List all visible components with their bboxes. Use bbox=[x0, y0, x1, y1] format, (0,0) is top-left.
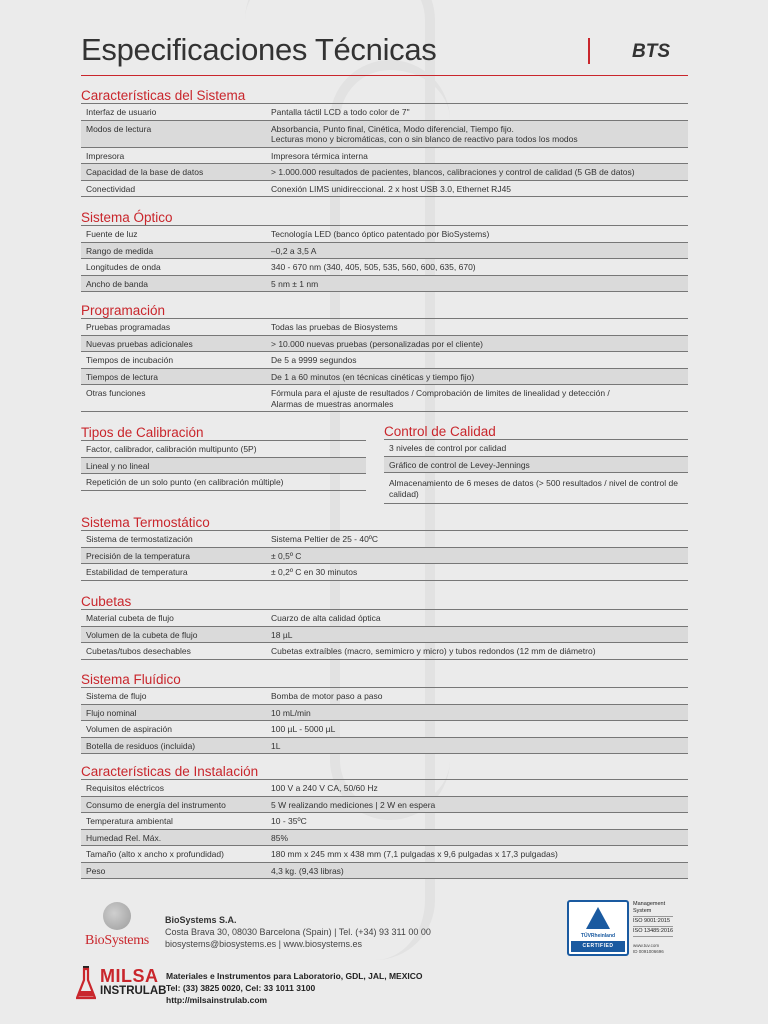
table-row bbox=[81, 352, 688, 369]
list-item: Repetición de un solo punto (en calibración múltiple) bbox=[81, 474, 366, 491]
row-value: 180 mm x 245 mm x 438 mm (7,1 pulgadas x 9,6 pulgadas x 17,3 pulgadas) bbox=[271, 849, 558, 859]
row-label: Precisión de la temperatura bbox=[86, 550, 190, 561]
row-value: 1L bbox=[271, 740, 281, 751]
table-row bbox=[81, 863, 688, 880]
row-value: Cuarzo de alta calidad óptica bbox=[271, 613, 381, 623]
distributor-line: Materiales e Instrumentos para Laboratorio, GDL, JAL, MEXICO bbox=[166, 971, 423, 981]
row-label: Fuente de luz bbox=[86, 229, 138, 239]
table-row bbox=[81, 148, 688, 165]
table-row bbox=[81, 813, 688, 830]
row-value: 100 V a 240 V CA, 50/60 Hz bbox=[271, 783, 378, 793]
row-label: Requisitos eléctricos bbox=[86, 783, 164, 793]
row-value: 10 mL/min bbox=[271, 707, 311, 718]
row-label: Humedad Rel. Máx. bbox=[86, 832, 162, 843]
row-value: De 1 a 60 minutos (en técnicas cinéticas y tiempo fijo) bbox=[271, 371, 475, 382]
row-label: Volumen de aspiración bbox=[86, 724, 173, 734]
cert-line: ISO 13485:2016 bbox=[633, 928, 673, 937]
row-label: Nuevas pruebas adicionales bbox=[86, 338, 193, 349]
row-value: Sistema Peltier de 25 - 40ºC bbox=[271, 534, 379, 544]
list-item: 3 niveles de control por calidad bbox=[384, 440, 688, 457]
page-header bbox=[81, 32, 688, 76]
distributor-url: http://milsainstrulab.com bbox=[166, 995, 268, 1005]
row-label: Pruebas programadas bbox=[86, 322, 171, 332]
row-value: 5 nm ± 1 nm bbox=[271, 278, 319, 289]
table-row bbox=[81, 226, 688, 243]
table-row bbox=[81, 276, 688, 293]
row-value bbox=[271, 388, 688, 409]
brand-divider bbox=[588, 38, 590, 64]
tuv-triangle-icon bbox=[586, 907, 610, 929]
row-value: Todas las pruebas de Biosystems bbox=[271, 322, 398, 332]
table-row bbox=[81, 610, 688, 627]
cert-name: TÜVRheinland bbox=[580, 933, 616, 939]
table-row bbox=[81, 336, 688, 353]
table-row bbox=[81, 846, 688, 863]
section-quality-control bbox=[384, 423, 688, 504]
row-value: Tecnología LED (banco óptico patentado por BioSystems) bbox=[271, 229, 490, 239]
row-value: –0,2 a 3,5 A bbox=[271, 245, 317, 256]
table-row bbox=[81, 830, 688, 847]
row-value bbox=[271, 124, 688, 145]
row-label: Conectividad bbox=[86, 183, 136, 194]
row-label: Otras funciones bbox=[86, 388, 146, 398]
table-row bbox=[81, 738, 688, 755]
row-value: Conexión LIMS unidireccional. 2 x host USB 3.0, Ethernet RJ45 bbox=[271, 183, 512, 194]
page-title: Especificaciones Técnicas bbox=[81, 32, 437, 67]
section-system bbox=[81, 87, 688, 197]
table-row bbox=[81, 319, 688, 336]
cert-id-info bbox=[633, 943, 664, 954]
row-value: > 10.000 nuevas pruebas (personalizadas por el cliente) bbox=[271, 338, 483, 349]
section-title: Cubetas bbox=[81, 593, 688, 610]
distributor-phone: Tel: (33) 3825 0020, Cel: 33 1011 3100 bbox=[166, 983, 316, 993]
flask-icon bbox=[76, 966, 96, 1000]
row-label: Tiempos de incubación bbox=[86, 355, 174, 365]
milsa-logo bbox=[76, 966, 167, 1002]
row-value: 4,3 kg. (9,43 libras) bbox=[271, 865, 344, 876]
section-cuvettes bbox=[81, 593, 688, 660]
row-label: Tamaño (alto x ancho x profundidad) bbox=[86, 849, 224, 859]
row-value: > 1.000.000 resultados de pacientes, blancos, calibraciones y control de calidad (5 GB de datos) bbox=[271, 167, 635, 177]
section-thermostatic bbox=[81, 514, 688, 581]
section-programming bbox=[81, 302, 688, 412]
list-item: Lineal y no lineal bbox=[81, 458, 366, 475]
row-value: 340 - 670 nm (340, 405, 505, 535, 560, 600, 635, 670) bbox=[271, 262, 476, 272]
biosystems-logo-text: BioSystems bbox=[85, 933, 149, 948]
table-row bbox=[81, 385, 688, 412]
row-value: De 5 a 9999 segundos bbox=[271, 355, 357, 365]
company-name: BioSystems S.A. bbox=[165, 915, 237, 925]
table-row bbox=[81, 780, 688, 797]
row-value: 85% bbox=[271, 832, 289, 843]
biosystems-symbol-icon bbox=[103, 902, 131, 930]
section-title: Sistema Óptico bbox=[81, 209, 688, 226]
section-calibration bbox=[81, 424, 366, 491]
section-optical bbox=[81, 209, 688, 292]
section-title: Tipos de Calibración bbox=[81, 424, 366, 441]
cert-id: ID 0091006696 bbox=[633, 948, 664, 954]
cert-badge-label: CERTIFIED bbox=[571, 941, 625, 952]
section-fluidic bbox=[81, 671, 688, 754]
row-label: Impresora bbox=[86, 150, 125, 161]
section-installation bbox=[81, 763, 688, 879]
milsa-logo-text: MILSA bbox=[100, 966, 159, 986]
row-label: Flujo nominal bbox=[86, 707, 137, 718]
row-value-line: Absorbancia, Punto final, Cinética, Modo diferencial, Tiempo fijo. bbox=[271, 123, 514, 134]
milsa-logo-subtext: INSTRULAB bbox=[100, 985, 167, 997]
table-row bbox=[81, 564, 688, 581]
row-label: Sistema de flujo bbox=[86, 691, 147, 701]
row-value: 5 W realizando mediciones | 2 W en espera bbox=[271, 799, 436, 810]
row-label: Interfaz de usuario bbox=[86, 107, 157, 117]
row-label: Volumen de la cubeta de flujo bbox=[86, 629, 198, 640]
row-label: Cubetas/tubos desechables bbox=[86, 646, 191, 656]
section-title: Control de Calidad bbox=[384, 423, 688, 440]
row-value: 100 µL - 5000 µL bbox=[271, 724, 336, 734]
table-row bbox=[81, 627, 688, 644]
row-label: Sistema de termostatización bbox=[86, 534, 193, 544]
cert-web: www.tuv.com bbox=[633, 943, 660, 948]
table-row bbox=[81, 243, 688, 260]
list-item: Factor, calibrador, calibración multipunto (5P) bbox=[81, 441, 366, 458]
table-row bbox=[81, 721, 688, 738]
company-contact bbox=[165, 914, 431, 950]
section-title: Sistema Termostático bbox=[81, 514, 688, 531]
row-value: ± 0,5º C bbox=[271, 550, 302, 561]
row-label: Tiempos de lectura bbox=[86, 371, 158, 382]
section-title: Características del Sistema bbox=[81, 87, 688, 104]
row-value: Impresora térmica interna bbox=[271, 150, 368, 161]
company-web: biosystems@biosystems.es | www.biosystems.es bbox=[165, 939, 363, 949]
row-label: Temperatura ambiental bbox=[86, 816, 173, 826]
brand-logo: BTS bbox=[632, 41, 670, 62]
cert-line: System bbox=[633, 908, 673, 917]
table-row bbox=[81, 643, 688, 660]
biosystems-logo bbox=[80, 902, 154, 949]
distributor-info bbox=[166, 970, 422, 1006]
table-row bbox=[81, 369, 688, 386]
row-value-line: Fórmula para el ajuste de resultados / Comprobación de limites de linealidad y detección / bbox=[271, 388, 610, 398]
cert-line: ISO 9001:2015 bbox=[633, 918, 673, 927]
table-row bbox=[81, 121, 688, 148]
section-title: Sistema Fluídico bbox=[81, 671, 688, 688]
table-row bbox=[81, 164, 688, 181]
table-row bbox=[81, 548, 688, 565]
table-row bbox=[81, 688, 688, 705]
table-row bbox=[81, 181, 688, 198]
row-label: Consumo de energía del instrumento bbox=[86, 799, 226, 810]
row-value-line: Lecturas mono y bicromáticas, con o sin blanco de reactivo para todos los modos bbox=[271, 134, 578, 144]
row-label: Botella de residuos (incluida) bbox=[86, 740, 196, 751]
row-label: Peso bbox=[86, 865, 106, 876]
table-row bbox=[81, 531, 688, 548]
row-label: Material cubeta de flujo bbox=[86, 613, 174, 623]
row-value: Bomba de motor paso a paso bbox=[271, 691, 383, 701]
row-value: 10 - 35ºC bbox=[271, 816, 307, 826]
row-value: Pantalla táctil LCD a todo color de 7" bbox=[271, 107, 410, 117]
row-label: Longitudes de onda bbox=[86, 262, 161, 272]
row-label: Capacidad de la base de datos bbox=[86, 167, 204, 177]
section-title: Programación bbox=[81, 302, 688, 319]
table-row bbox=[81, 705, 688, 722]
row-value: Cubetas extraíbles (macro, semimicro y micro) y tubos redondos (12 mm de diámetro) bbox=[271, 646, 596, 656]
row-value-line: Alarmas de muestras anormales bbox=[271, 398, 394, 409]
section-title: Características de Instalación bbox=[81, 763, 688, 780]
list-item: Almacenamiento de 6 meses de datos (> 500 resultados / nivel de control de calidad) bbox=[384, 473, 688, 504]
row-label: Rango de medida bbox=[86, 245, 154, 256]
row-label: Modos de lectura bbox=[86, 123, 152, 134]
list-item: Gráfico de control de Levey-Jennings bbox=[384, 457, 688, 474]
company-address: Costa Brava 30, 08030 Barcelona (Spain) | Tel. (+34) 93 311 00 00 bbox=[165, 927, 431, 937]
cert-line: Management bbox=[633, 901, 666, 907]
row-value: 18 µL bbox=[271, 629, 293, 640]
row-label: Estabilidad de temperatura bbox=[86, 567, 188, 577]
tuv-certification-badge bbox=[567, 900, 629, 956]
cert-info bbox=[633, 901, 673, 938]
table-row bbox=[81, 797, 688, 814]
table-row bbox=[81, 259, 688, 276]
row-label: Ancho de banda bbox=[86, 278, 148, 289]
table-row bbox=[81, 104, 688, 121]
row-value: ± 0,2º C en 30 minutos bbox=[271, 567, 358, 577]
